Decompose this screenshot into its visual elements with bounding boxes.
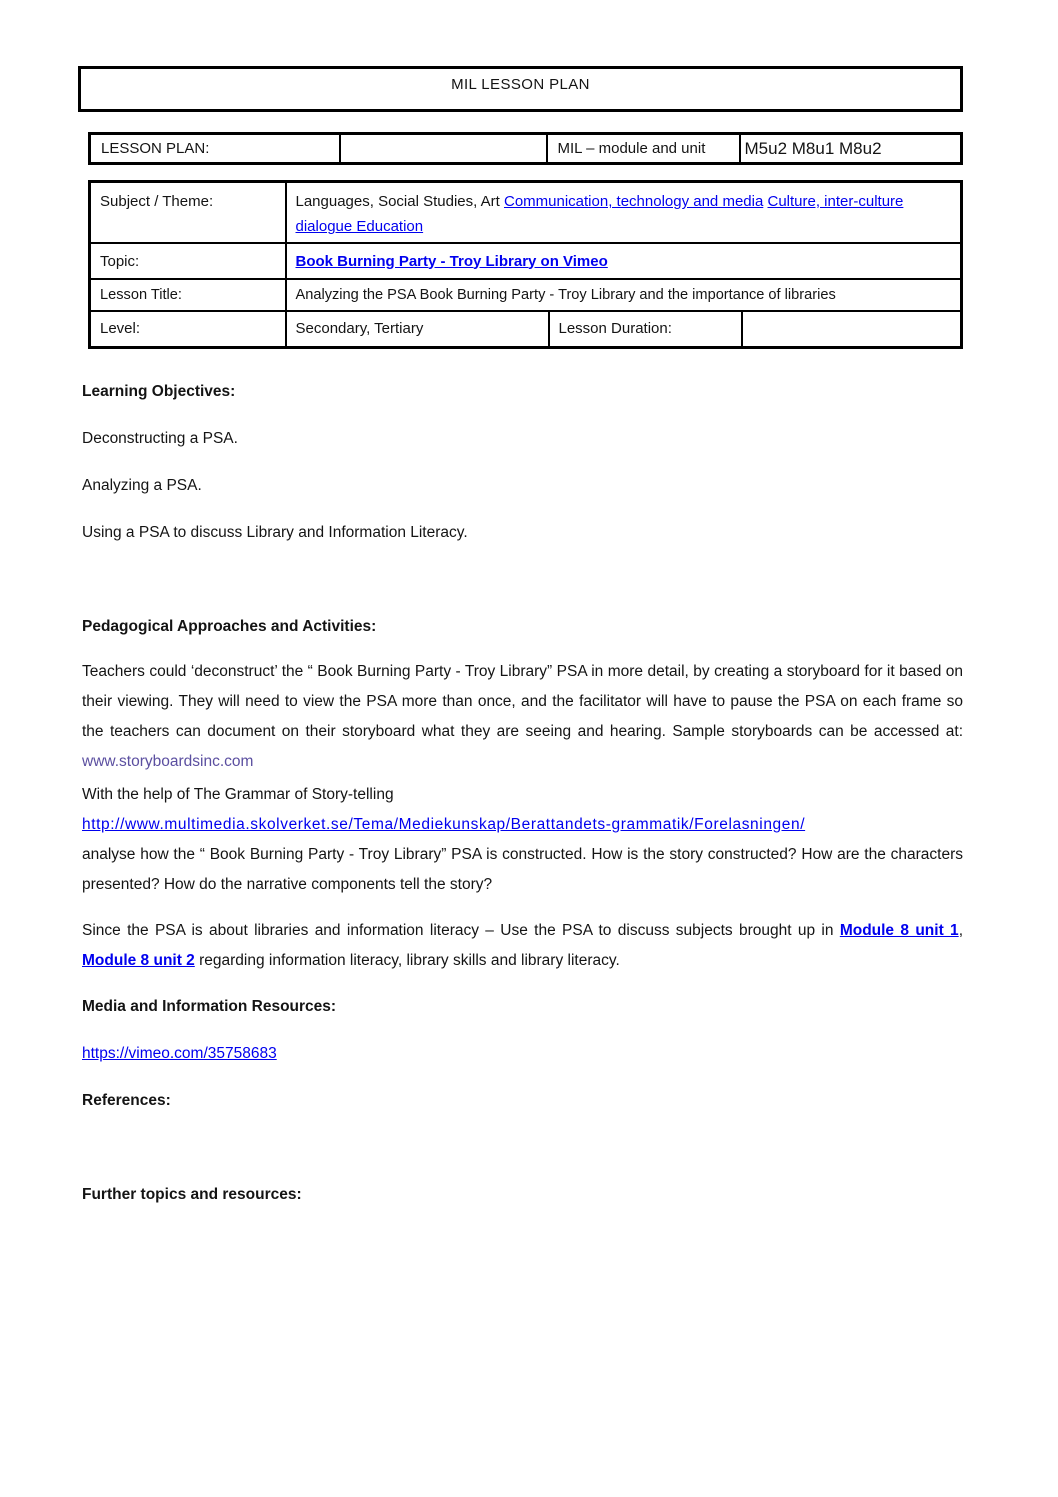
topic-value: [286, 243, 962, 279]
lesson-plan-row: [90, 134, 962, 164]
topic-label: Topic:: [90, 243, 286, 279]
lesson-duration-label: Lesson Duration:: [549, 311, 742, 347]
mil-module-value: M5u2 M8u1 M8u2: [740, 134, 962, 164]
lesson-plan-label: LESSON PLAN:: [90, 134, 340, 164]
lesson-plan-table: [88, 132, 963, 165]
pedagogical-paragraph-modules: [82, 916, 963, 976]
communication-technology-media-link[interactable]: Communication, technology and media: [503, 193, 764, 210]
pedagogical-paragraph-grammar: [82, 780, 963, 900]
further-topics-heading: Further topics and resources:: [82, 1185, 302, 1203]
media-resources-heading: Media and Information Resources:: [82, 997, 337, 1015]
lesson-duration-value-cell: [742, 311, 962, 347]
modules-paragraph-separator: ,: [958, 921, 963, 939]
modules-paragraph-suffix: regarding information literacy, library skills and library literacy.: [194, 951, 620, 969]
vimeo-link-paragraph: [82, 1039, 963, 1069]
culture-interculture-education-link[interactable]: Culture, inter-culture dialogue Education: [295, 193, 904, 235]
subject-theme-row: [90, 182, 962, 244]
objective-item: Analyzing a PSA.: [82, 476, 202, 494]
document-title-box: [78, 66, 963, 112]
mil-module-label: MIL – module and unit: [547, 134, 740, 164]
subject-theme-text: Languages, Social Studies, Art: [295, 193, 504, 210]
subject-theme-label: Subject / Theme:: [90, 182, 286, 244]
level-value: Secondary, Tertiary: [286, 311, 549, 347]
document-title: MIL LESSON PLAN: [451, 76, 590, 93]
modules-paragraph-prefix: Since the PSA is about libraries and information literacy – Use the PSA to discuss subjects brought up in: [82, 921, 840, 939]
pedagogical-heading: Pedagogical Approaches and Activities:: [82, 617, 377, 635]
lesson-plan-value-cell: [340, 134, 547, 164]
book-burning-party-vimeo-link[interactable]: Book Burning Party - Troy Library on Vimeo: [295, 252, 608, 270]
storyboardsinc-link[interactable]: www.storyboardsinc.com: [82, 752, 254, 770]
module8-unit2-link[interactable]: Module 8 unit 2: [82, 951, 195, 969]
document-body: [82, 377, 963, 1210]
lesson-title-label: Lesson Title:: [90, 279, 286, 311]
lesson-info-table: [88, 180, 963, 349]
learning-objectives-heading: Learning Objectives:: [82, 382, 236, 400]
storyboard-paragraph-text: Teachers could ‘deconstruct’ the “ Book Burning Party - Troy Library” PSA in more detail, by creating a storyboard for it based on their viewing. They will need to view the PSA more than once, and the facilitator will have to pause the PSA on each frame so the teachers can document on their storyboard what they are seeing and hearing. Sample storyboards can be accessed at:: [82, 662, 963, 740]
level-row: [90, 311, 962, 347]
topic-row: [90, 243, 962, 279]
objective-item: Deconstructing a PSA.: [82, 429, 238, 447]
subject-theme-value: [286, 182, 962, 244]
lesson-title-row: [90, 279, 962, 311]
pedagogical-paragraph-storyboard: [82, 657, 963, 777]
analyse-text: analyse how the “ Book Burning Party - Troy Library” PSA is constructed. How is the story constructed? How are the characters presented? How do the narrative components tell the story?: [82, 845, 963, 893]
references-heading: References:: [82, 1091, 171, 1109]
level-label: Level:: [90, 311, 286, 347]
grammar-intro-text: With the help of The Grammar of Story-telling: [82, 785, 394, 803]
skolverket-link[interactable]: http://www.multimedia.skolverket.se/Tema/Mediekunskap/Berattandets-grammatik/Forelasningen/: [82, 815, 806, 833]
lesson-title-value: Analyzing the PSA Book Burning Party - Troy Library and the importance of libraries: [286, 279, 962, 311]
module8-unit1-link[interactable]: Module 8 unit 1: [839, 921, 959, 939]
objective-item: Using a PSA to discuss Library and Information Literacy.: [82, 523, 468, 541]
vimeo-link[interactable]: https://vimeo.com/35758683: [82, 1044, 277, 1062]
